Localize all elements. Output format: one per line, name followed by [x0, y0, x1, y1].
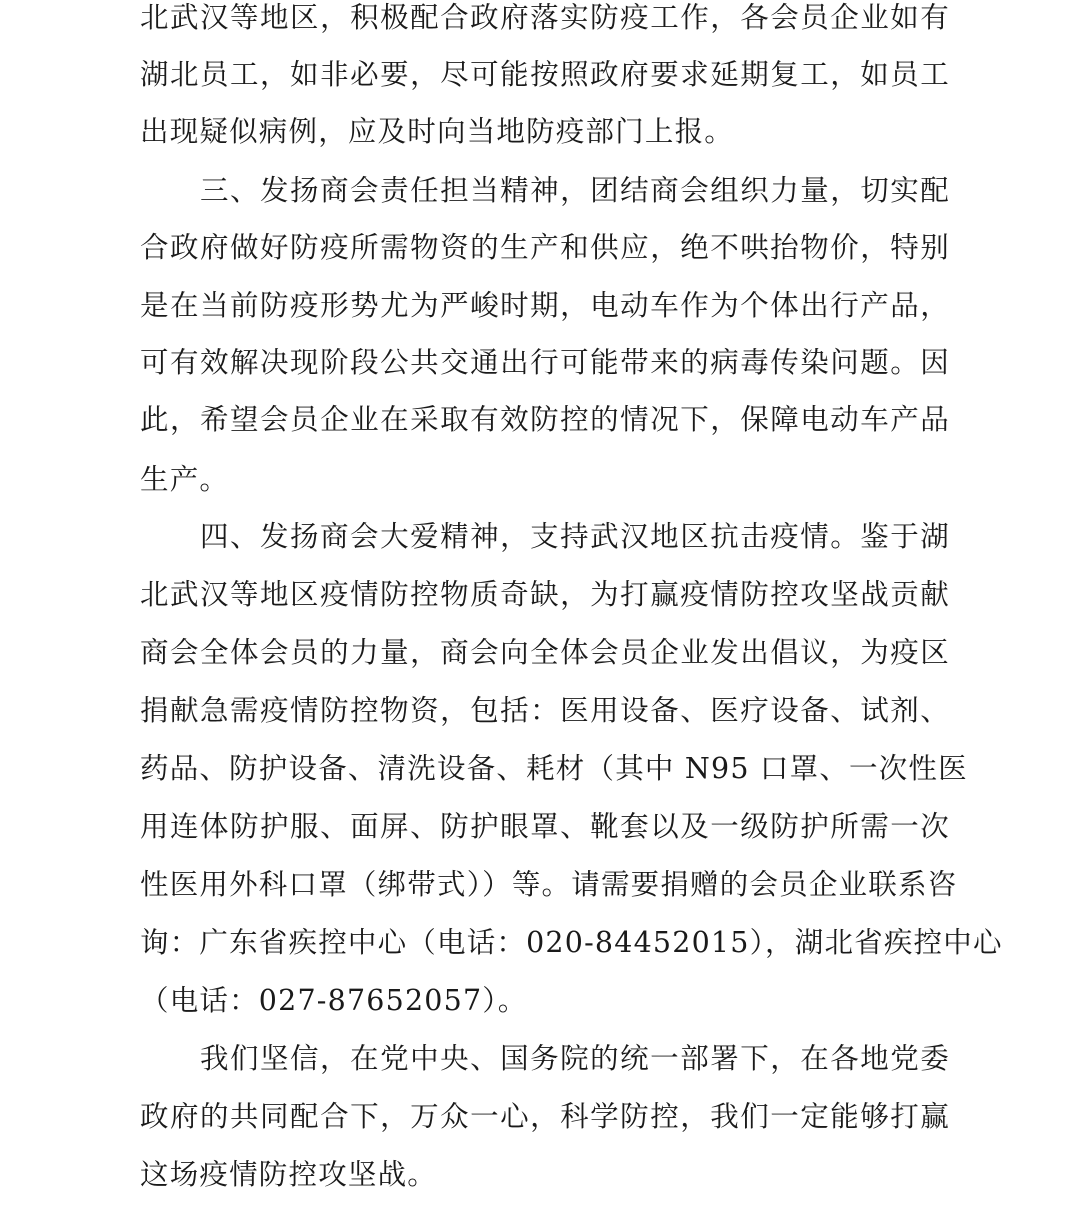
text-line: （电话：027-87652057）。 — [140, 984, 528, 1017]
closing-paragraph-first-line: 我们坚信，在党中央、国务院的统一部署下，在各地党委 — [200, 1042, 950, 1075]
text-line: 政府的共同配合下，万众一心，科学防控，我们一定能够打赢 — [140, 1100, 950, 1133]
text-line: 是在当前防疫形势尤为严峻时期，电动车作为个体出行产品， — [140, 289, 950, 322]
text-line: 北武汉等地区，积极配合政府落实防疫工作，各会员企业如有 — [140, 1, 950, 34]
text-line: 此，希望会员企业在采取有效防控的情况下，保障电动车产品 — [140, 403, 950, 436]
text-line: 合政府做好防疫所需物资的生产和供应，绝不哄抬物价，特别 — [140, 231, 950, 264]
paragraph-three-first-line: 三、发扬商会责任担当精神，团结商会组织力量，切实配 — [200, 174, 950, 207]
text-line: 商会全体会员的力量，商会向全体会员企业发出倡议，为疫区 — [140, 636, 950, 669]
paragraph-four-first-line: 四、发扬商会大爱精神，支持武汉地区抗击疫情。鉴于湖 — [200, 520, 950, 553]
text-line: 捐献急需疫情防控物资，包括：医用设备、医疗设备、试剂、 — [140, 694, 950, 727]
text-line: 湖北员工，如非必要，尽可能按照政府要求延期复工，如员工 — [140, 58, 950, 91]
text-line: 这场疫情防控攻坚战。 — [140, 1158, 438, 1191]
text-line: 北武汉等地区疫情防控物质奇缺，为打赢疫情防控攻坚战贡献 — [140, 578, 950, 611]
text-line: 用连体防护服、面屏、防护眼罩、靴套以及一级防护所需一次 — [140, 810, 950, 843]
text-line: 生产。 — [140, 463, 230, 496]
text-line: 询：广东省疾控中心（电话：020-84452015），湖北省疾控中心 — [140, 926, 1003, 959]
text-line: 药品、防护设备、清洗设备、耗材（其中 N95 口罩、一次性医 — [140, 752, 968, 785]
text-line: 可有效解决现阶段公共交通出行可能带来的病毒传染问题。因 — [140, 346, 950, 379]
text-line: 性医用外科口罩（绑带式））等。请需要捐赠的会员企业联系咨 — [140, 868, 958, 901]
text-line: 出现疑似病例，应及时向当地防疫部门上报。 — [140, 115, 735, 148]
